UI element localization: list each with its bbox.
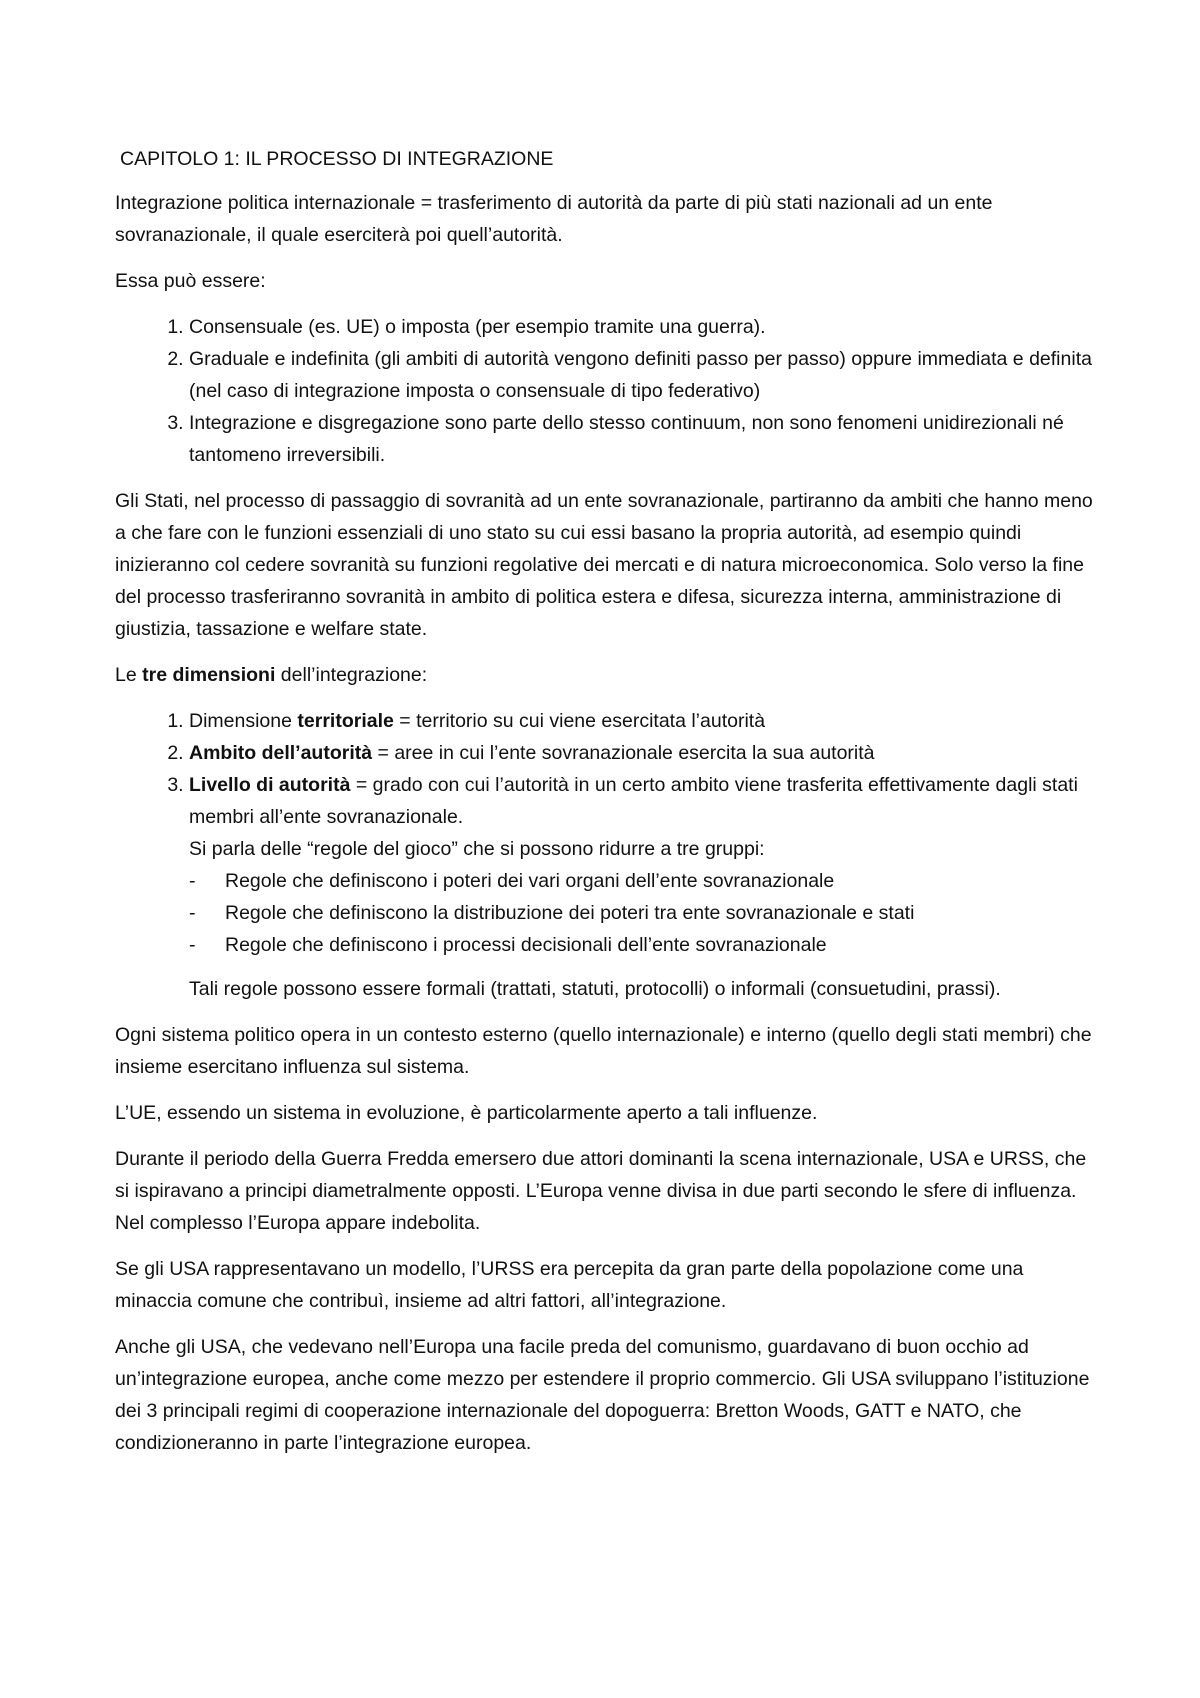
paragraph-usa: Anche gli USA, che vedevano nell’Europa una facile preda del comunismo, guardavano di buon occhio ad un’integrazione europea, anche come mezzo per estendere il proprio commercio. Gli USA sviluppano l’istituzione dei 3 principali regimi di cooperazione internazionale del dopoguerra: Bretton Woods, GATT e NATO, che condizioneranno in parte l’integrazione europea. (115, 1336, 1090, 1454)
list-item (189, 737, 1100, 769)
list-item (189, 769, 1100, 1005)
paragraph-dimensions-intro (115, 659, 1100, 691)
list-item (189, 705, 1100, 737)
list-item: 1. Consensuale (es. UE) o imposta (per esempio tramite una guerra). (189, 311, 1100, 343)
bold-text: tre dimensioni (142, 664, 276, 686)
text-run: dell’integrazione: (275, 664, 428, 686)
text-run: = grado con cui l’autorità in un certo ambito viene trasferita effettivamente dagli stati membri all’ente sovranazionale. (189, 774, 1078, 828)
list-item: 2. Graduale e indefinita (gli ambiti di autorità vengono definiti passo per passo) oppure immediata e definita (nel caso di integrazione imposta o consensuale di tipo federativo) (189, 343, 1100, 407)
rules-intro: Si parla delle “regole del gioco” che si possono ridurre a tre gruppi: (189, 838, 765, 860)
paragraph-sovereignty: Gli Stati, nel processo di passaggio di sovranità ad un ente sovranazionale, partiranno da ambiti che hanno meno a che fare con le funzioni essenziali di uno stato su cui essi basano la propria autorità, ad esempio quindi inizieranno col cedere sovranità su funzioni regolative dei mercati e di natura microeconomica. Solo verso la fine del processo trasferiranno sovranità in ambito di politica estera e difesa, sicurezza interna, amministrazione di giustizia, tassazione e welfare state. (115, 490, 1093, 640)
paragraph-eu-evolution: L’UE, essendo un sistema in evoluzione, è particolarmente aperto a tali influenze. (115, 1102, 818, 1124)
chapter-title: CAPITOLO 1: IL PROCESSO DI INTEGRAZIONE (120, 148, 554, 170)
dash-item: - Regole che definiscono la distribuzione dei poteri tra ente sovranazionale e stati (189, 897, 1100, 929)
bold-text: territoriale (297, 710, 394, 732)
paragraph-cold-war: Durante il periodo della Guerra Fredda emersero due attori dominanti la scena internazionale, USA e URSS, che si ispiravano a principi diametralmente opposti. L’Europa venne divisa in due parti secondo le sfere di influenza. Nel complesso l’Europa appare indebolita. (115, 1148, 1087, 1234)
bold-text: Livello di autorità (189, 774, 351, 796)
rules-formal-informal: Tali regole possono essere formali (trattati, statuti, protocolli) o informali (consuetudini, prassi). (189, 978, 1001, 1000)
text-run: = territorio su cui viene esercitata l’autorità (393, 710, 766, 732)
paragraph-definition: Integrazione politica internazionale = trasferimento di autorità da parte di più stati nazionali ad un ente sovranazionale, il quale eserciterà poi quell’autorità. (115, 192, 993, 246)
paragraph-urss: Se gli USA rappresentavano un modello, l’URSS era percepita da gran parte della popolazione come una minaccia comune che contribuì, insieme ad altri fattori, all’integrazione. (115, 1258, 1024, 1312)
text-run: = aree in cui l’ente sovranazionale esercita la sua autorità (372, 742, 875, 764)
bold-text: Ambito dell’autorità (189, 742, 373, 764)
document-page (115, 143, 1100, 1473)
text-run: Dimensione (189, 710, 298, 732)
list-item: 3. Integrazione e disgregazione sono parte dello stesso continuum, non sono fenomeni unidirezionali né tantomeno irreversibili. (189, 407, 1100, 471)
numbered-list-types (115, 311, 1100, 471)
paragraph-political-system: Ogni sistema politico opera in un contesto esterno (quello internazionale) e interno (quello degli stati membri) che insieme esercitano influenza sul sistema. (115, 1024, 1092, 1078)
dash-item: - Regole che definiscono i processi decisionali dell’ente sovranazionale (189, 929, 1100, 961)
numbered-list-dimensions (115, 705, 1100, 1005)
text-run: Le (115, 664, 143, 686)
paragraph-intro-list: Essa può essere: (115, 270, 266, 292)
dash-item: - Regole che definiscono i poteri dei vari organi dell’ente sovranazionale (189, 865, 1100, 897)
dash-list-rules (189, 865, 1100, 961)
